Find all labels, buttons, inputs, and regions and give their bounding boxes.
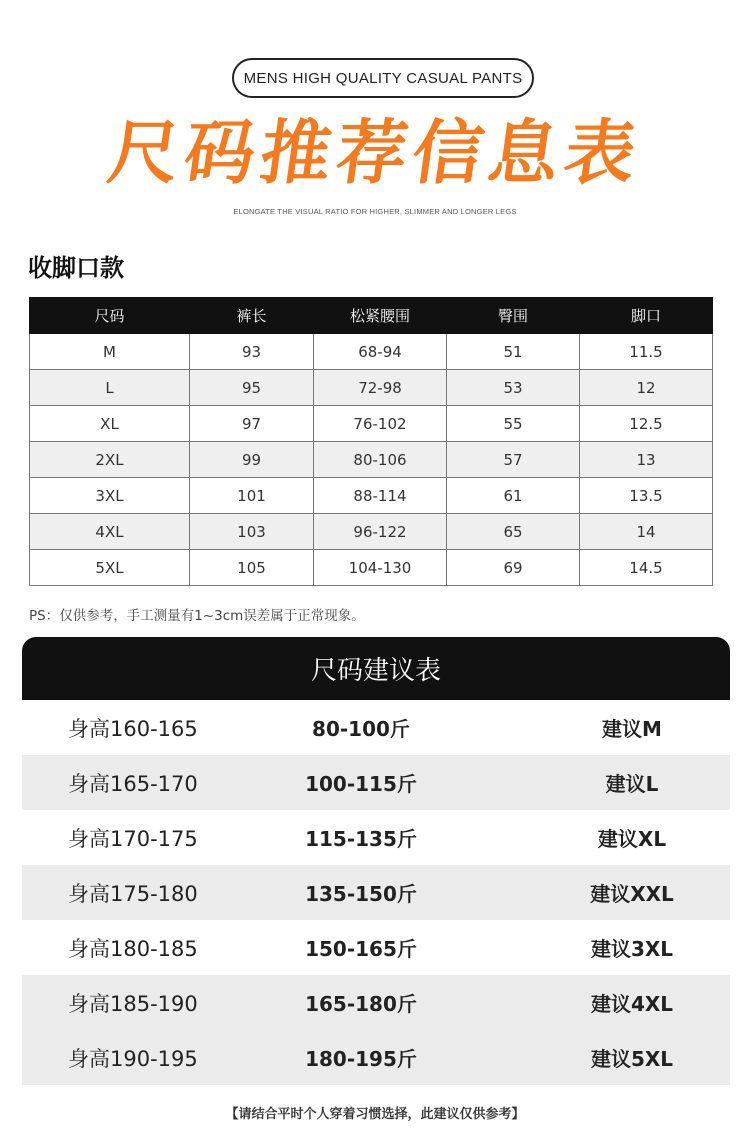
table-cell: 3XL xyxy=(30,478,190,514)
table-cell: 51 xyxy=(447,334,580,370)
page-subtitle: ELONGATE THE VISUAL RATIO FOR HIGHER, SLIMMER AND LONGER LEGS xyxy=(233,207,517,216)
table-cell: 11.5 xyxy=(580,334,713,370)
height-range: 身高175-180 xyxy=(68,881,198,906)
table-cell: 65 xyxy=(447,514,580,550)
table-cell: 57 xyxy=(447,442,580,478)
column-header: 尺码 xyxy=(30,298,190,334)
size-suggestion: 建议XL xyxy=(597,827,667,851)
table-cell: 104-130 xyxy=(314,550,447,586)
product-type-pill xyxy=(232,58,534,98)
weight-range: 135-150斤 xyxy=(305,882,417,906)
table-row xyxy=(30,370,713,406)
table-cell: 95 xyxy=(190,370,314,406)
table-cell: 12 xyxy=(580,370,713,406)
weight-range: 165-180斤 xyxy=(305,992,417,1016)
table-cell: 2XL xyxy=(30,442,190,478)
column-header: 松紧腰围 xyxy=(314,298,447,334)
table-cell: 99 xyxy=(190,442,314,478)
size-suggestion: 建议3XL xyxy=(590,937,674,961)
table-cell: M xyxy=(30,334,190,370)
recommendation-row xyxy=(22,810,730,865)
height-range: 身高165-170 xyxy=(68,771,198,796)
table-cell: 103 xyxy=(190,514,314,550)
weight-range: 150-165斤 xyxy=(305,937,417,961)
table-cell: 80-106 xyxy=(314,442,447,478)
recommendation-row xyxy=(22,755,730,810)
table-cell: XL xyxy=(30,406,190,442)
weight-range: 80-100斤 xyxy=(312,717,410,741)
table-cell: 76-102 xyxy=(314,406,447,442)
footer-note: 【请结合平时个人穿着习惯选择，此建议仅供参考】 xyxy=(225,1107,525,1122)
pill-text: MENS HIGH QUALITY CASUAL PANTS xyxy=(243,69,523,87)
size-table-header-row xyxy=(30,298,713,334)
page-title: 尺码推荐信息表 xyxy=(103,112,647,194)
recommendation-row xyxy=(22,975,730,1030)
measurement-note: PS：仅供参考，手工测量有1~3cm误差属于正常现象。 xyxy=(29,608,365,624)
table-cell: 53 xyxy=(447,370,580,406)
table-row xyxy=(30,550,713,586)
size-suggestion: 建议XXL xyxy=(590,882,674,906)
table-cell: 61 xyxy=(447,478,580,514)
table-row xyxy=(30,514,713,550)
table-cell: 88-114 xyxy=(314,478,447,514)
table-cell: 101 xyxy=(190,478,314,514)
size-table xyxy=(29,297,713,586)
table-cell: L xyxy=(30,370,190,406)
table-row xyxy=(30,334,713,370)
table-cell: 105 xyxy=(190,550,314,586)
table-cell: 93 xyxy=(190,334,314,370)
table-cell: 13.5 xyxy=(580,478,713,514)
table-cell: 69 xyxy=(447,550,580,586)
table-cell: 13 xyxy=(580,442,713,478)
column-header: 脚口 xyxy=(580,298,713,334)
recommendation-title: 尺码建议表 xyxy=(310,656,441,686)
size-suggestion: 建议5XL xyxy=(590,1047,674,1071)
table-cell: 14.5 xyxy=(580,550,713,586)
table-cell: 96-122 xyxy=(314,514,447,550)
recommendation-table xyxy=(22,700,730,1085)
weight-range: 115-135斤 xyxy=(305,827,417,851)
weight-range: 180-195斤 xyxy=(305,1047,417,1071)
table-cell: 55 xyxy=(447,406,580,442)
size-suggestion: 建议L xyxy=(605,772,659,796)
table-cell: 72-98 xyxy=(314,370,447,406)
height-range: 身高190-195 xyxy=(68,1046,198,1071)
height-range: 身高180-185 xyxy=(68,936,198,961)
recommendation-row xyxy=(22,920,730,975)
table-cell: 5XL xyxy=(30,550,190,586)
table-row xyxy=(30,478,713,514)
column-header: 裤长 xyxy=(190,298,314,334)
table-cell: 4XL xyxy=(30,514,190,550)
weight-range: 100-115斤 xyxy=(305,772,417,796)
table-row xyxy=(30,442,713,478)
table-cell: 68-94 xyxy=(314,334,447,370)
recommendation-row xyxy=(22,1030,730,1085)
height-range: 身高170-175 xyxy=(68,826,198,851)
table-row xyxy=(30,406,713,442)
size-suggestion: 建议M xyxy=(602,717,662,741)
height-range: 身高185-190 xyxy=(68,991,198,1016)
table-cell: 12.5 xyxy=(580,406,713,442)
table-cell: 97 xyxy=(190,406,314,442)
column-header: 臀围 xyxy=(447,298,580,334)
recommendation-row xyxy=(22,865,730,920)
recommendation-row xyxy=(22,700,730,755)
height-range: 身高160-165 xyxy=(68,716,198,741)
table-cell: 14 xyxy=(580,514,713,550)
size-suggestion: 建议4XL xyxy=(590,992,674,1016)
section-title: 收脚口款 xyxy=(28,254,124,282)
recommendation-header xyxy=(22,637,730,700)
